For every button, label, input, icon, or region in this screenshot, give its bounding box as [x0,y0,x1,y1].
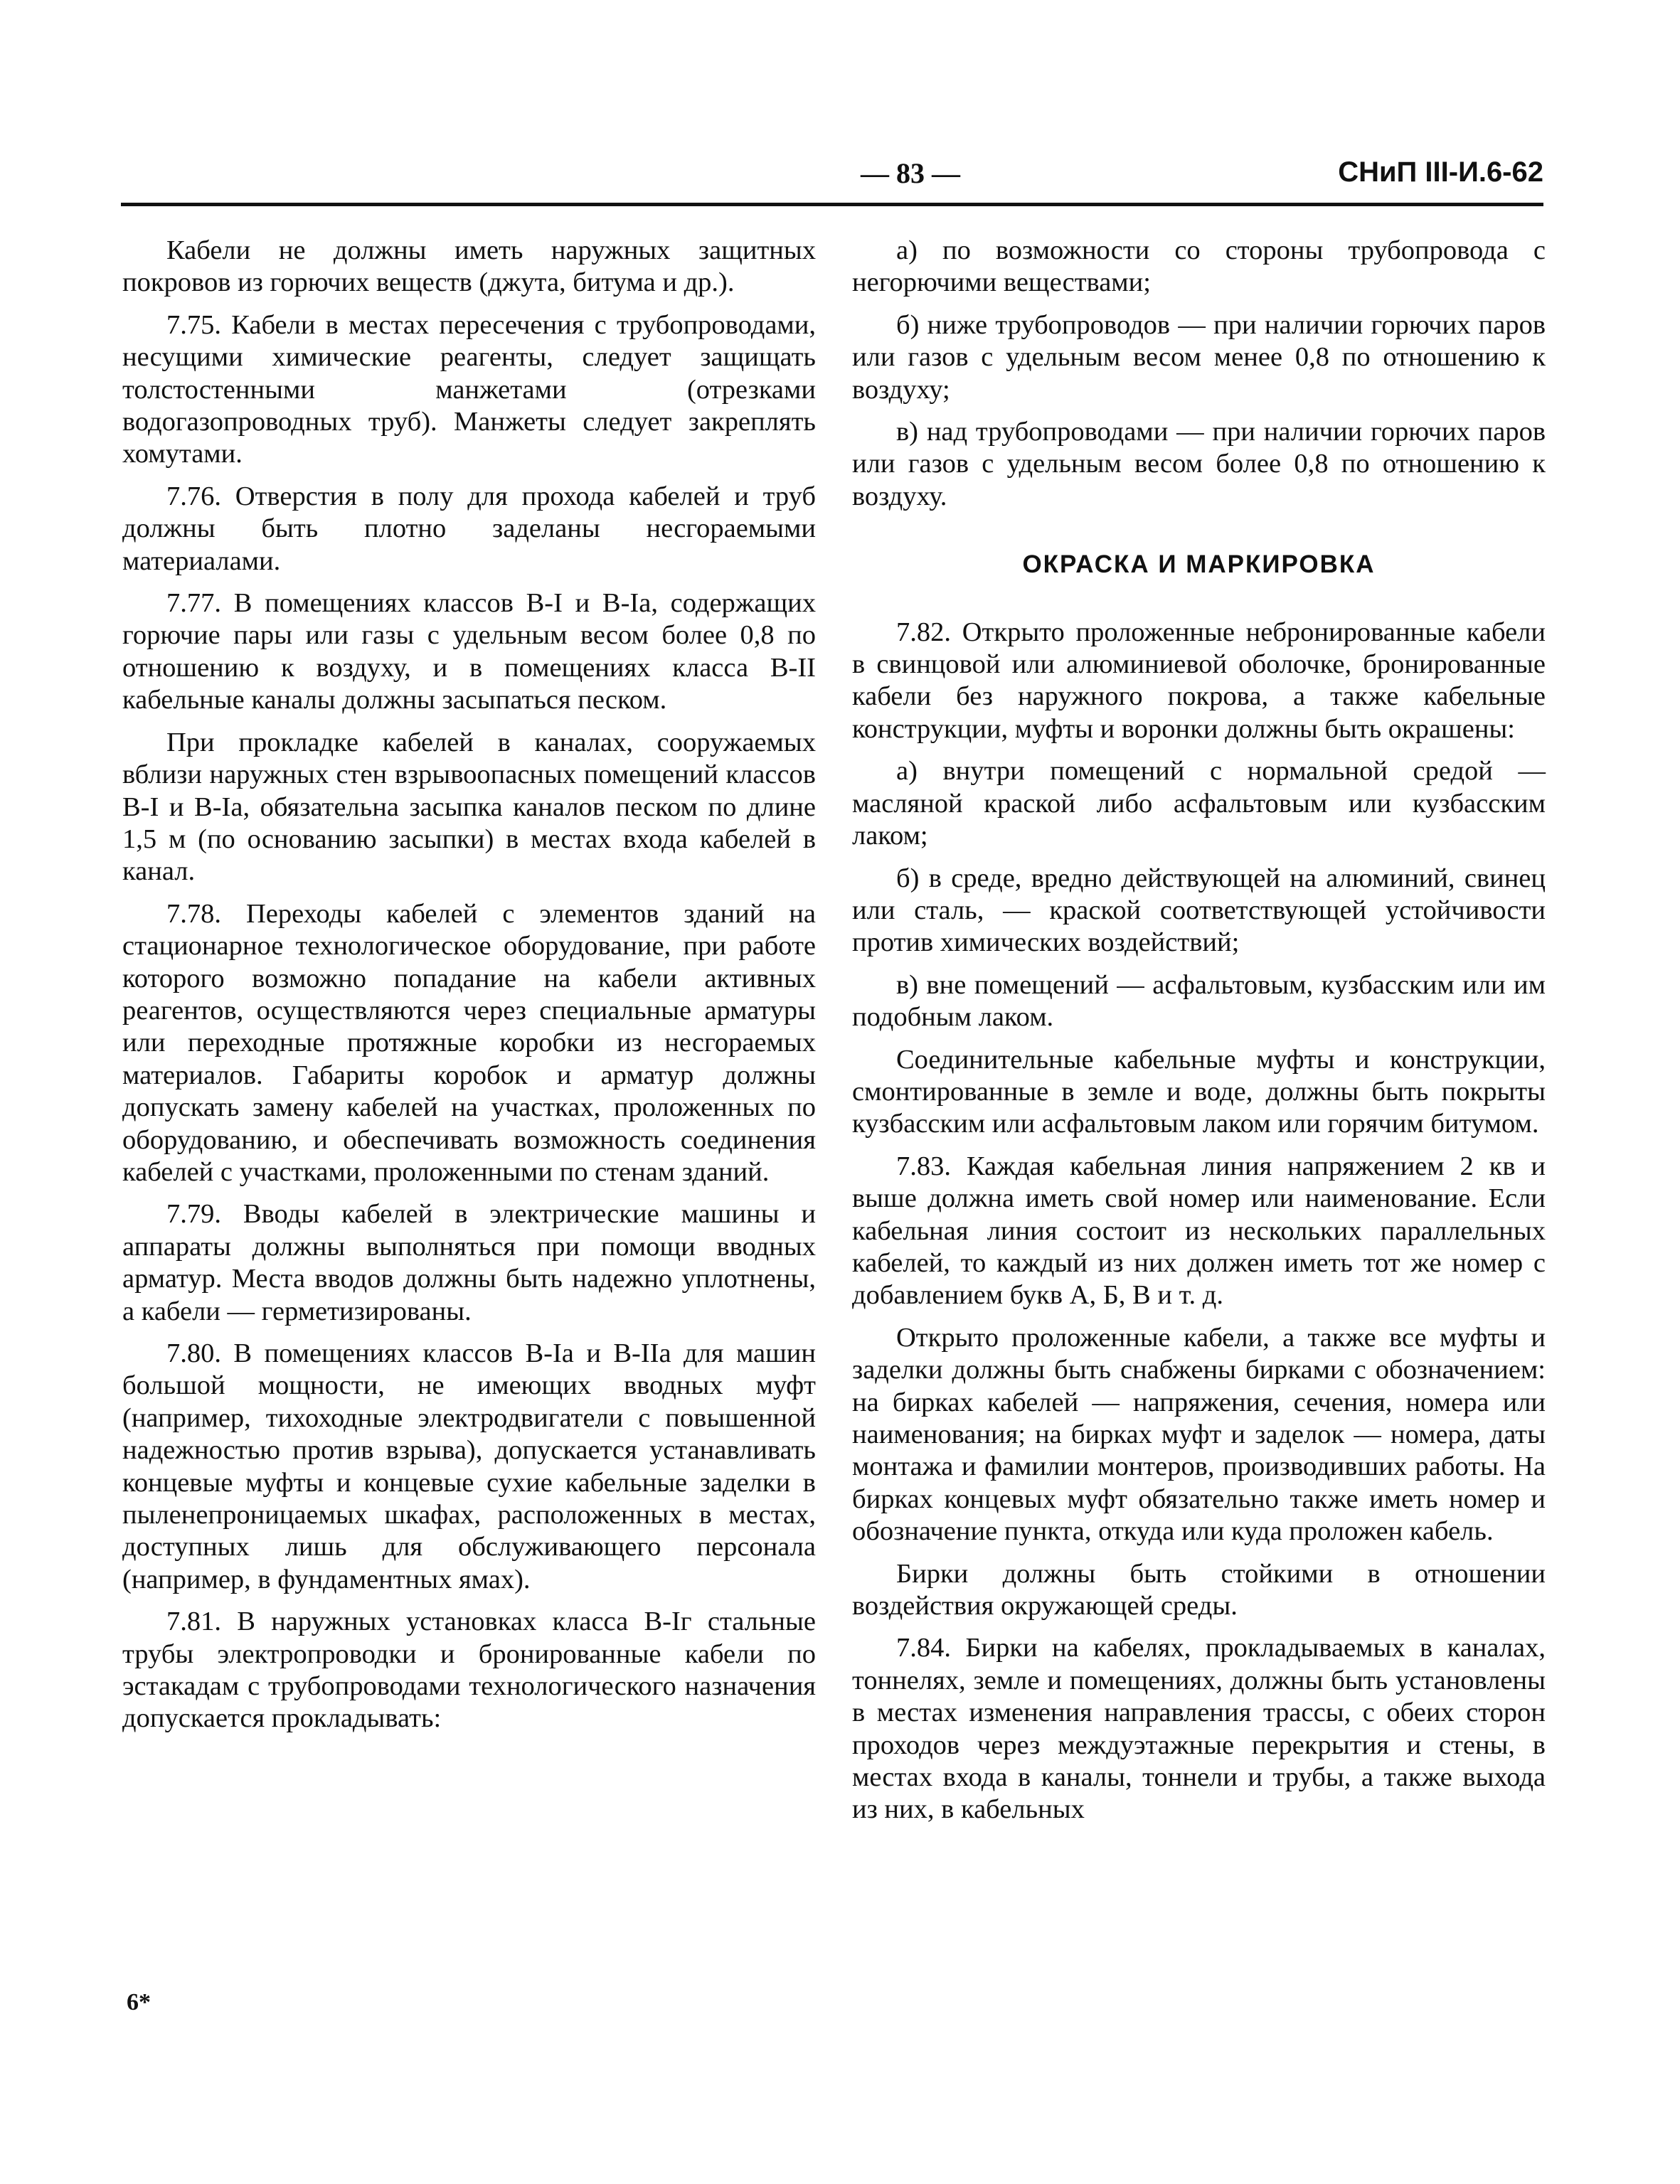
list-item-a: а) по возможности со стороны трубопровода с негорючими веществами; [852,235,1546,298]
header-rule [121,203,1543,206]
page-number: — 83 — [861,157,960,189]
list-item-c: в) над трубопроводами — при наличии горючих паров или газов с удельным весом более 0,8 по отношению к воздуху. [852,417,1546,511]
paragraph: Открыто проложенные кабели, а также все муфты и заделки должны быть снабжены бирками с обозначением: на бирках кабелей — напряжения, сечения, номера или наименования; на бирках муфт и заделок — номера, даты монтажа и фамилии монтеров, производивших работы. На бирках концевых муфт обязательно также иметь номер и обозначение пункта, откуда или куда проложен кабель. [852,1322,1546,1547]
paragraph-7-76: 7.76. Отверстия в полу для прохода кабелей и труб должны быть плотно заделаны несгораемыми материалами. [122,481,816,576]
paragraph: При прокладке кабелей в каналах, сооружаемых вблизи наружных стен взрывоопасных помещений классов В-I и В-Iа, обязательна засыпка каналов песком по длине 1,5 м (по основанию засыпки) в местах входа кабелей в канал. [122,727,816,887]
list-item-b: б) в среде, вредно действующей на алюминий, свинец или сталь, — краской соответствующей устойчивости против химических воздействий; [852,863,1546,958]
signature-mark: 6* [127,1989,151,2015]
paragraph-7-78: 7.78. Переходы кабелей с элементов зданий на стационарное технологическое оборудование, при работе которого возможно попадание на кабели активных реагентов, осуществляются через специальные арматуры или переходные протяжные коробки из несгораемых материалов. Габариты коробок и арматур должны допускать замену кабелей на участках, проложенных по оборудованию, и обеспечивать возможность соединения кабелей с участками, проложенными по стенам зданий. [122,898,816,1187]
right-column [852,235,1546,1836]
page-header [121,156,1543,199]
document-code: СНиП III-И.6-62 [1338,156,1543,188]
paragraph-7-80: 7.80. В помещениях классов В-Iа и В-IIа для машин большой мощности, не имеющих вводных муфт (например, тихоходные электродвигатели с повышенной надежностью против взрыва), допускается устанавливать концевые муфты и концевые сухие кабельные заделки в пыленепроницаемых шкафах, расположенных в местах, доступных лишь для обслуживающего персонала (например, в фундаментных ямах). [122,1338,816,1594]
left-column [122,235,816,1745]
list-item-a: а) внутри помещений с нормальной средой — масляной краской либо асфальтовым или кузбасским лаком; [852,756,1546,851]
paragraph-7-75: 7.75. Кабели в местах пересечения с трубопроводами, несущими химические реагенты, следует защищать толстостенными манжетами (отрезками водогазопроводных труб). Манжеты следует закреплять хомутами. [122,309,816,469]
section-heading: ОКРАСКА И МАРКИРОВКА [1022,550,1376,579]
paragraph-7-82: 7.82. Открыто проложенные небронированные кабели в свинцовой или алюминиевой оболочке, бронированные кабели без наружного покрова, а также кабельные конструкции, муфты и воронки должны быть окрашены: [852,617,1546,744]
paragraph-7-83: 7.83. Каждая кабельная линия напряжением 2 кв и выше должна иметь свой номер или наименование. Если кабельная линия состоит из нескольких параллельных кабелей, то каждый из них должен иметь тот же номер с добавлением букв А, Б, В и т. д. [852,1151,1546,1311]
list-item-c: в) вне помещений — асфальтовым, кузбасским или им подобным лаком. [852,969,1546,1033]
paragraph: Кабели не должны иметь наружных защитных покровов из горючих веществ (джута, битума и др.). [122,235,816,298]
paragraph-7-77: 7.77. В помещениях классов В-I и В-Iа, содержащих горючие пары или газы с удельным весом более 0,8 по отношению к воздуху, и в помещениях класса В-II кабельные каналы должны засыпаться песком. [122,588,816,715]
paragraph-7-81: 7.81. В наружных установках класса В-Iг стальные трубы электропроводки и бронированные кабели по эстакадам с трубопроводами технологического назначения допускается прокладывать: [122,1607,816,1734]
paragraph-7-84: 7.84. Бирки на кабелях, прокладываемых в каналах, тоннелях, земле и помещениях, должны быть установлены в местах изменения направления трассы, с обеих сторон проходов через междуэтажные перекрытия и стены, в местах входа в каналы, тоннели и трубы, а также выхода из них, в кабельных [852,1633,1546,1825]
paragraph-7-79: 7.79. Вводы кабелей в электрические машины и аппараты должны выполняться при помощи вводных арматур. Места вводов должны быть надежно уплотнены, а кабели — герметизированы. [122,1199,816,1326]
paragraph: Соединительные кабельные муфты и конструкции, смонтированные в земле и воде, должны быть покрыты кузбасским или асфальтовым лаком или горячим битумом. [852,1044,1546,1139]
paragraph: Бирки должны быть стойкими в отношении воздействия окружающей среды. [852,1558,1546,1621]
list-item-b: б) ниже трубопроводов — при наличии горючих паров или газов с удельным весом менее 0,8 по отношению к воздуху; [852,309,1546,405]
